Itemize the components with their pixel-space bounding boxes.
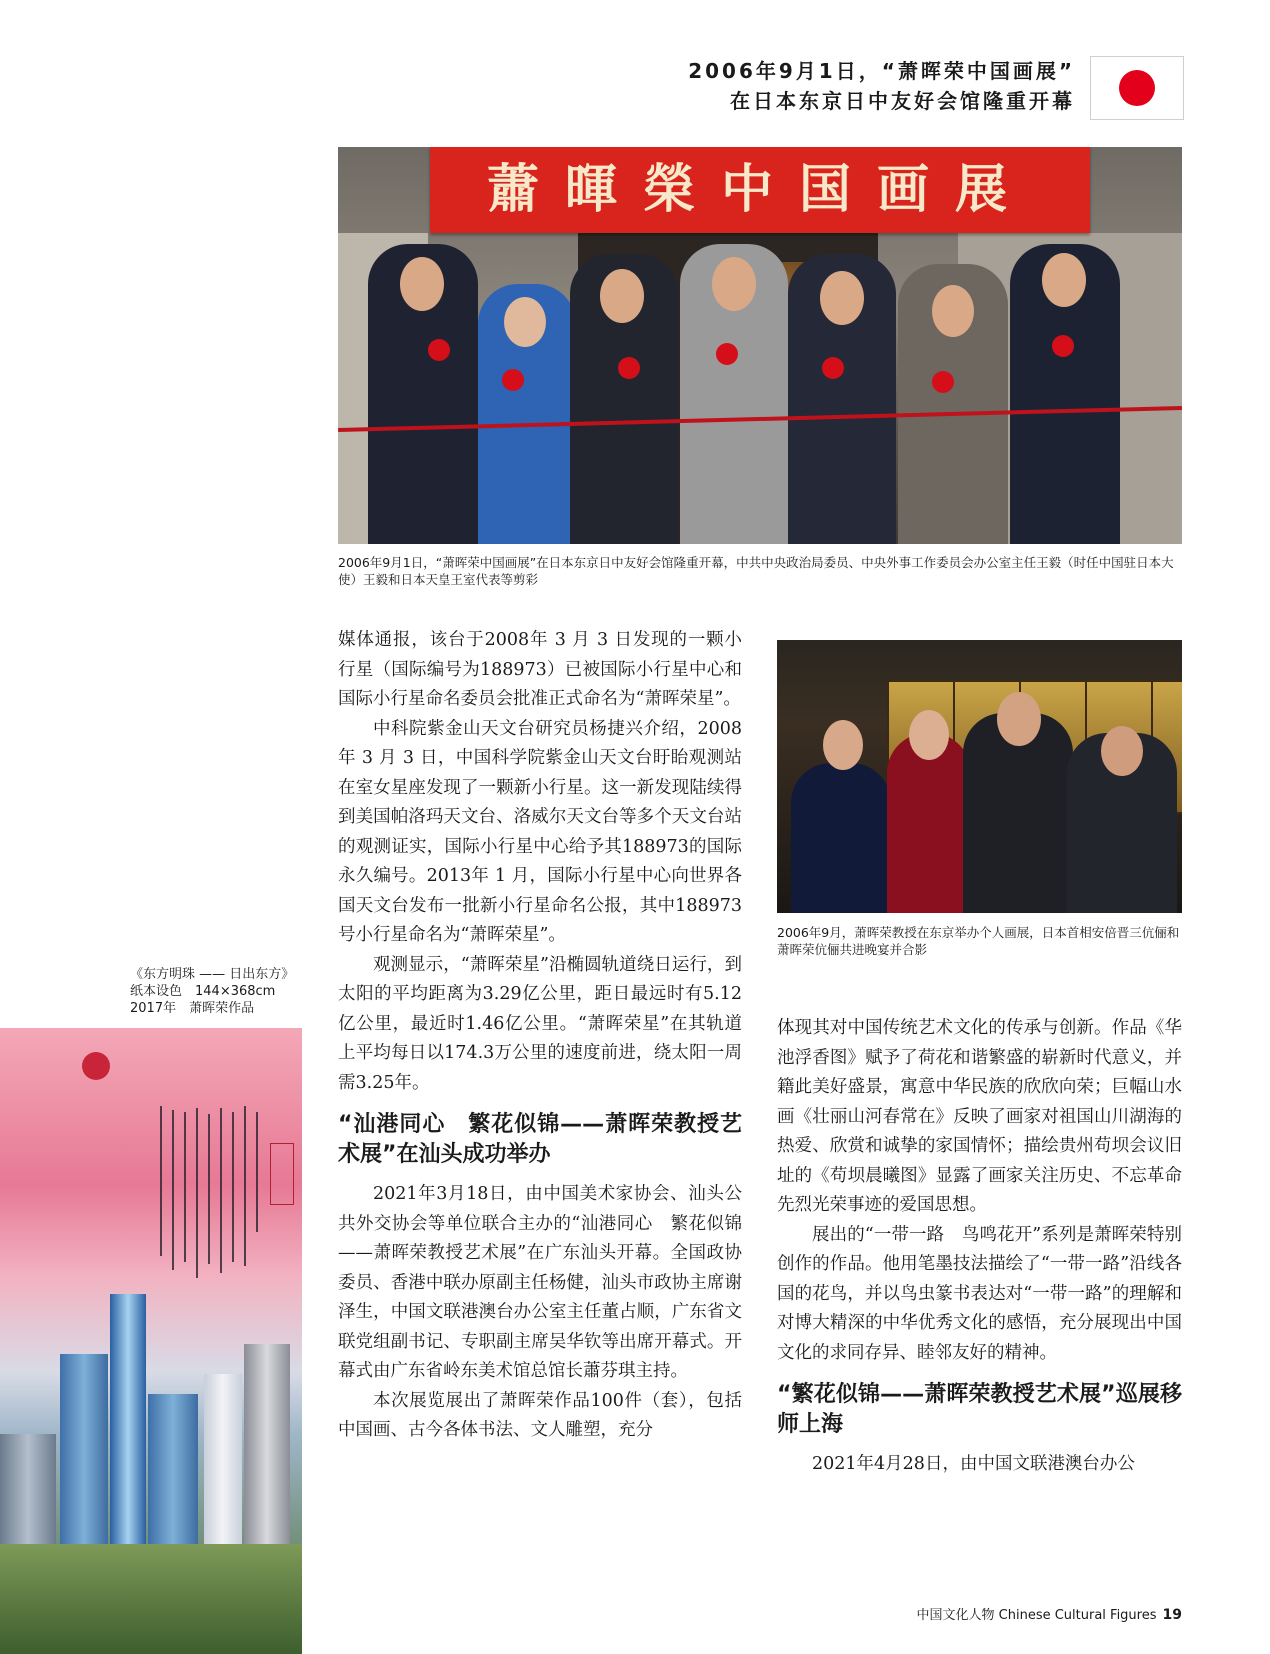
header-line-2: 在日本东京日中友好会馆隆重开幕 <box>730 89 1075 113</box>
page-footer <box>917 1604 1182 1623</box>
painting-title: 《东方明珠 —— 日出东方》 <box>130 967 295 982</box>
left-paragraph-5: 本次展览展出了萧晖荣作品100件（套），包括中国画、古今各体书法、文人雕塑，充分 <box>338 1390 742 1440</box>
section-heading-shantou: “汕港同心 繁花似锦——萧晖荣教授艺术展”在汕头成功举办 <box>338 1112 742 1167</box>
photo2-caption: 2006年9月，萧晖荣教授在东京举办个人画展，日本首相安倍晋三伉俪和萧晖荣伉俪共进晚宴并合影 <box>777 925 1180 957</box>
right-paragraph-2: 展出的“一带一路 鸟鸣花开”系列是萧晖荣特别创作的作品。他用笔墨技法描绘了“一带一路”沿线各国的花鸟，并以鸟虫篆书表达对“一带一路”的理解和对博大精深的中华优秀文化的感悟，充分展现出中国文化的求同存异、睦邻友好的精神。 <box>777 1224 1182 1363</box>
photo1-caption: 2006年9月1日，“萧晖荣中国画展”在日本东京日中友好会馆隆重开幕，中共中央政治局委员、中央外事工作委员会办公室主任王毅（时任中国驻日本大使）王毅和日本天皇王室代表等剪彩 <box>338 555 1174 587</box>
left-text-column <box>338 626 742 1446</box>
page-header <box>620 56 1075 116</box>
left-paragraph-2: 中科院紫金山天文台研究员杨捷兴介绍，2008年 3 月 3 日，中国科学院紫金山天文台盱眙观测站在室女星座发现了一颗新小行星。这一新发现陆续得到美国帕洛玛天文台、洛威尔天文台等多个天文台站的观测证实，国际小行星中心给予其188973的国际永久编号。2013年 1 月，国际小行星中心向世界各国天文台发布一批新小行星命名公报，其中188973号小行星命名为“萧晖荣星”。 <box>338 718 742 945</box>
page-number: 19 <box>1162 1607 1182 1623</box>
painting-caption <box>130 966 310 1017</box>
ribbon-cutting-photo <box>338 147 1182 544</box>
exhibition-banner: 蕭暉榮中国画展 <box>430 147 1090 233</box>
painting-image <box>0 1028 302 1654</box>
japan-flag-icon <box>1090 56 1184 120</box>
section-heading-shanghai: “繁花似锦——萧晖荣教授艺术展”巡展移师上海 <box>777 1382 1182 1437</box>
dinner-photo <box>777 640 1182 913</box>
left-paragraph-3: 观测显示，“萧晖荣星”沿椭圆轨道绕日运行，到太阳的平均距离为3.29亿公里，距日最远时有5.12亿公里，最近时1.46亿公里。“萧晖荣星”在其轨道上平均每日以174.3万公里的速度前进，绕太阳一周需3.25年。 <box>338 954 742 1093</box>
right-paragraph-1: 体现其对中国传统艺术文化的传承与创新。作品《华池浮香图》赋予了荷花和谐繁盛的崭新时代意义，并籍此美好盛景，寓意中华民族的欣欣向荣；巨幅山水画《壮丽山河春常在》反映了画家对祖国山川湖海的热爱、欣赏和诚挚的家国情怀；描绘贵州苟坝会议旧址的《苟坝晨曦图》显露了画家关注历史、不忘革命先烈光荣事迹的爱国思想。 <box>777 1018 1182 1215</box>
header-line-1: 2006年9月1日，“萧晖荣中国画展” <box>688 59 1075 83</box>
left-paragraph-1: 媒体通报，该台于2008年 3 月 3 日发现的一颗小行星（国际编号为188973）已被国际小行星中心和国际小行星命名委员会批准正式命名为“萧晖荣星”。 <box>338 630 742 709</box>
painting-medium: 纸本设色 144×368cm <box>130 984 276 999</box>
magazine-name: 中国文化人物 Chinese Cultural Figures <box>916 1608 1157 1623</box>
right-text-column <box>777 1014 1182 1480</box>
right-paragraph-3: 2021年4月28日，由中国文联港澳台办公 <box>812 1454 1135 1474</box>
left-paragraph-4: 2021年3月18日，由中国美术家协会、汕头公共外交协会等单位联合主办的“汕港同心 繁花似锦——萧晖荣教授艺术展”在广东汕头开幕。全国政协委员、香港中联办原副主任杨健，汕头市政协主席谢泽生，中国文联港澳台办公室主任董占顺，广东省文联党组副书记、专职副主席吴华钦等出席开幕式。开幕式由广东省岭东美术馆总馆长蕭芬琪主持。 <box>338 1184 742 1381</box>
painting-year-artist: 2017年 萧晖荣作品 <box>130 1001 255 1016</box>
